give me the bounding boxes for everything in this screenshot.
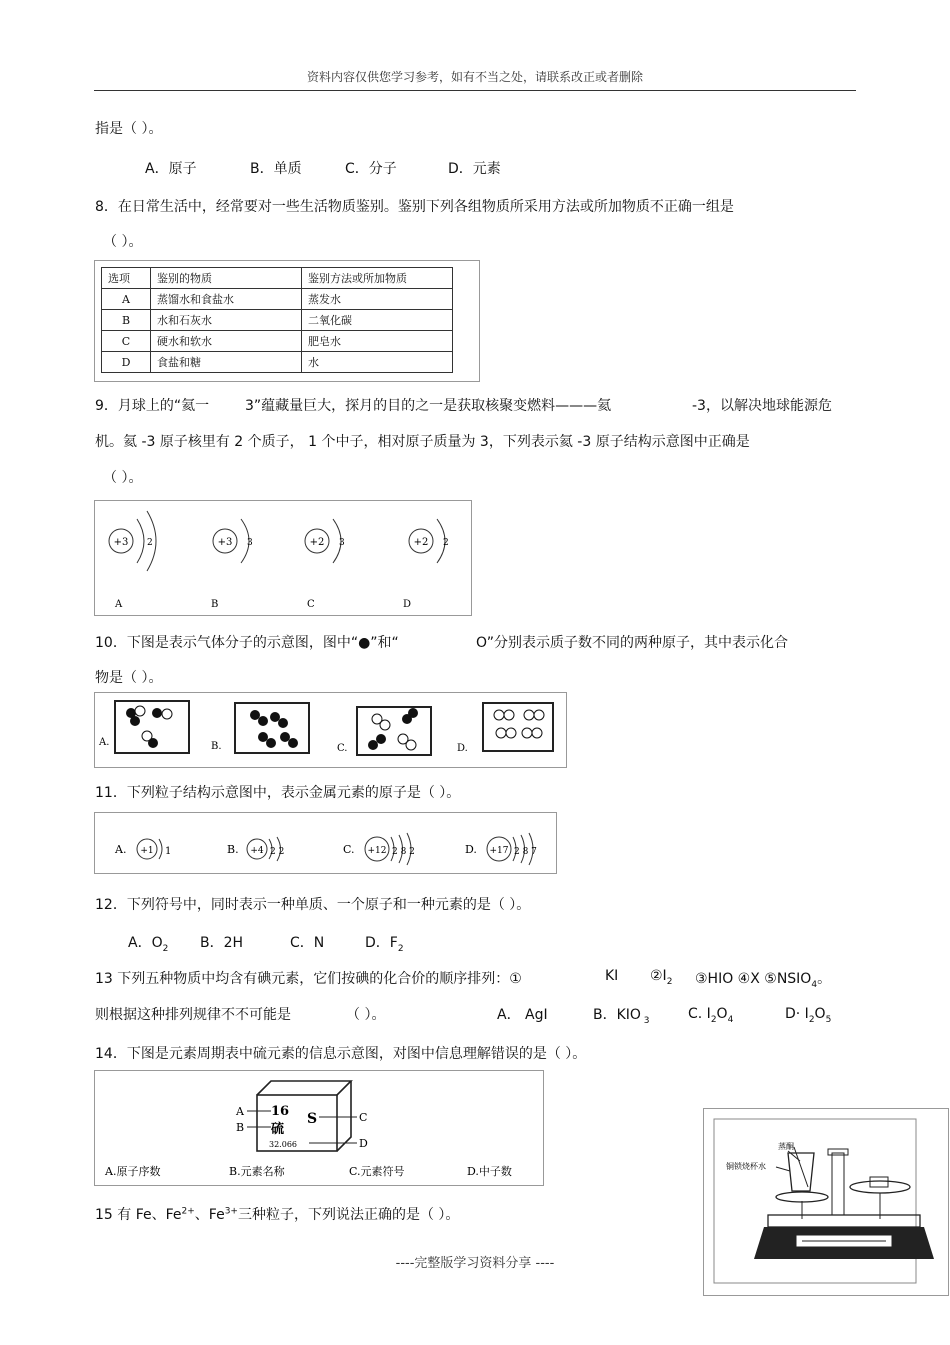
nucleus-label: +2	[309, 537, 325, 548]
table-cell: 水和石灰水	[151, 310, 302, 331]
molecule-box-d	[457, 703, 553, 754]
atomic-mass: 32.066	[269, 1140, 297, 1149]
formula: D· I	[785, 1006, 809, 1022]
caption-b: B.元素名称	[229, 1165, 285, 1178]
q9-diagrams	[95, 501, 471, 615]
q13-option-c: C. $I_2O_4$	[688, 1006, 734, 1025]
element-name: 硫	[271, 1122, 285, 1137]
atom-diagram-b	[211, 519, 253, 610]
nucleus-label: +3	[217, 537, 233, 548]
table-cell: 蒸馏水和食盐水	[151, 289, 302, 310]
q15-part-c: 三种粒子，下列说法正确的是（ ）。	[237, 1207, 460, 1223]
option-label: B.	[211, 741, 222, 752]
caption-c: C.元素符号	[349, 1165, 405, 1178]
q15-part-b: 、Fe	[194, 1207, 225, 1223]
table-cell: 硬水和软水	[151, 331, 302, 352]
q10-molecule-figure	[94, 692, 567, 768]
table-header-row	[102, 268, 453, 289]
q7-tail: 指是（ ）。	[95, 121, 163, 137]
option-label: B	[211, 599, 219, 610]
table-header-cell: 鉴别方法或所加物质	[302, 268, 453, 289]
q8-blank: （ ）。	[103, 234, 143, 250]
molecule-box-b	[211, 703, 309, 753]
q11-diagrams	[95, 813, 556, 873]
q7-option-a: A．原子	[145, 161, 197, 177]
q12-option-b: B．2H	[200, 935, 244, 951]
subscript: 2	[162, 943, 169, 954]
pointer-a: A	[236, 1105, 244, 1118]
q13-text-a: 13 下列五种物质中均含有碘元素，它们按碘的化合价的顺序排列：①	[95, 971, 522, 987]
option-label: A.	[115, 843, 127, 856]
electron-count: 2	[147, 538, 153, 548]
table-cell: A	[102, 289, 151, 310]
option-label: B.	[227, 843, 239, 856]
q9-text-b: 3”蕴藏量巨大，探月的目的之一是获取核聚变燃料———氦	[245, 398, 612, 414]
q12-option-d	[365, 932, 404, 954]
option-label: C.	[343, 843, 355, 856]
q15-text	[95, 1204, 459, 1224]
q13-option-b: B．KIO $_3$	[593, 1007, 650, 1026]
q14-figure	[94, 1070, 544, 1186]
element-symbol: S	[307, 1111, 318, 1127]
nucleus-label: +3	[113, 537, 129, 548]
q13-option-d: $D\cdot I_2O_5$	[785, 1006, 832, 1025]
table-cell: B	[102, 310, 151, 331]
charge-superscript: 2+	[181, 1206, 195, 1217]
formula: C. I	[688, 1006, 711, 1022]
table-row	[102, 331, 453, 352]
q9-text-a: 9．月球上的“氦一	[95, 398, 210, 414]
subscript: 2	[397, 943, 404, 954]
header-divider	[94, 90, 856, 91]
atomic-number: 16	[271, 1104, 290, 1119]
nucleus-label: +2	[413, 537, 429, 548]
page-footer: ----完整版学习资料分享 ----	[395, 1256, 555, 1271]
punct: 。	[817, 971, 832, 987]
q8-table	[101, 267, 453, 373]
table-row	[102, 352, 453, 373]
table-cell: 二氧化碳	[302, 310, 453, 331]
table-cell: D	[102, 352, 151, 373]
q8-table-figure	[94, 260, 480, 382]
particle-diagram-c	[343, 833, 415, 865]
nucleus-label: +12	[367, 846, 387, 856]
particle-diagram-d	[465, 833, 537, 865]
option-label: A.	[99, 737, 110, 748]
q13-text-2a: 则根据这种排列规律不不可能是	[95, 1007, 291, 1023]
atom-diagram-c	[305, 519, 345, 610]
table-cell: 水	[302, 352, 453, 373]
q10-text-2: 物是（ ）。	[95, 670, 163, 686]
option-label: D.	[465, 843, 477, 856]
caption-a: A.原子序数	[105, 1165, 161, 1178]
page-header: 资料内容仅供您学习参考，如有不当之处，请联系改正或者删除	[306, 70, 643, 84]
atom-diagram-d	[403, 519, 449, 610]
q9-text-c: -3，以解决地球能源危	[692, 398, 832, 414]
q9-atom-figure	[94, 500, 472, 616]
particle-diagram-a	[114, 839, 171, 859]
nucleus-label: +1	[140, 846, 154, 856]
charge-superscript: 3+	[224, 1206, 238, 1217]
q13-option-a: A． AgI	[497, 1007, 548, 1023]
table-cell: C	[102, 331, 151, 352]
option-text: D．F	[365, 935, 398, 951]
q12-option-a	[128, 932, 168, 954]
nucleus-label: +4	[250, 846, 264, 856]
q7-option-b: B．单质	[250, 161, 302, 177]
table-cell: 食盐和糖	[151, 352, 302, 373]
shell-counts: 2 8 2	[392, 847, 415, 857]
q10-text-b: O”分别表示质子数不同的两种原子，其中表示化合	[476, 635, 789, 651]
caption-d: D.中子数	[467, 1165, 512, 1178]
electron-count: 3	[247, 538, 253, 548]
q10-diagrams	[95, 693, 566, 767]
q13-text-d: ③HIO ④X $⑤NSIO_4$。	[695, 971, 832, 990]
q13-text-b: KI	[605, 968, 619, 984]
shell-counts: 2 2	[270, 847, 285, 857]
q7-option-d: D．元素	[448, 161, 501, 177]
q12-text: 12．下列符号中，同时表示一种单质、一个原子和一种元素的是（ ）。	[95, 897, 531, 913]
formula: B．KIO	[593, 1007, 641, 1023]
q9-text-2: 机。氦 -3 原子核里有 2 个质子， 1 个中子，相对原子质量为 3，下列表示氦 -3 原子结构示意图中正确是	[95, 434, 750, 450]
q11-figure	[94, 812, 557, 874]
option-label: D	[403, 599, 412, 610]
table-header-cell: 选项	[102, 268, 151, 289]
atom-diagram-a	[109, 511, 156, 610]
pointer-b: B	[236, 1121, 245, 1134]
shell-counts: 2 8 7	[514, 847, 537, 857]
table-cell: 蒸发水	[302, 289, 453, 310]
table-cell: 肥皂水	[302, 331, 453, 352]
pointer-d: D	[359, 1137, 368, 1150]
sulfur-cell-diagram	[95, 1071, 543, 1185]
shell-counts: 1	[165, 846, 172, 857]
q9-blank: （ ）。	[103, 470, 143, 486]
particle-diagram-b	[227, 837, 284, 861]
q12-option-c: C．N	[290, 935, 325, 951]
molecule-box-a	[98, 701, 189, 753]
option-label: C	[307, 599, 315, 610]
balance-label-1: 蒸酮	[778, 1142, 794, 1151]
q13-text-2b: （ ）。	[346, 1007, 386, 1023]
formula: ②I	[650, 968, 667, 984]
q14-text: 14．下图是元素周期表中硫元素的信息示意图，对图中信息理解错误的是（ ）。	[95, 1046, 587, 1062]
electron-count: 3	[339, 538, 345, 548]
table-row	[102, 289, 453, 310]
pointer-c: C	[359, 1111, 368, 1124]
table-row	[102, 310, 453, 331]
molecule-box-c	[337, 707, 431, 755]
q13-text-c: $②I_2$	[650, 968, 673, 987]
q11-text: 11．下列粒子结构示意图中，表示金属元素的原子是（ ）。	[95, 785, 461, 801]
nucleus-label: +17	[489, 846, 509, 856]
table-header-cell: 鉴别的物质	[151, 268, 302, 289]
q15-part-a: 15 有 Fe、Fe	[95, 1207, 182, 1223]
option-label: D.	[457, 743, 468, 754]
option-label: C.	[337, 743, 348, 754]
option-text: A．O	[128, 935, 163, 951]
q7-option-c: C．分子	[345, 161, 397, 177]
electron-count: 2	[443, 538, 449, 548]
balance-label-2: 铜锁烧杯水	[726, 1162, 766, 1171]
option-label: A	[115, 599, 123, 610]
q10-text-a: 10．下图是表示气体分子的示意图，图中“●”和“	[95, 635, 399, 651]
q8-text: 8．在日常生活中，经常要对一些生活物质鉴别。鉴别下列各组物质所采用方法或所加物质不正确一组是	[95, 199, 734, 215]
formula: ③HIO ④X ⑤NSIO	[695, 971, 812, 987]
